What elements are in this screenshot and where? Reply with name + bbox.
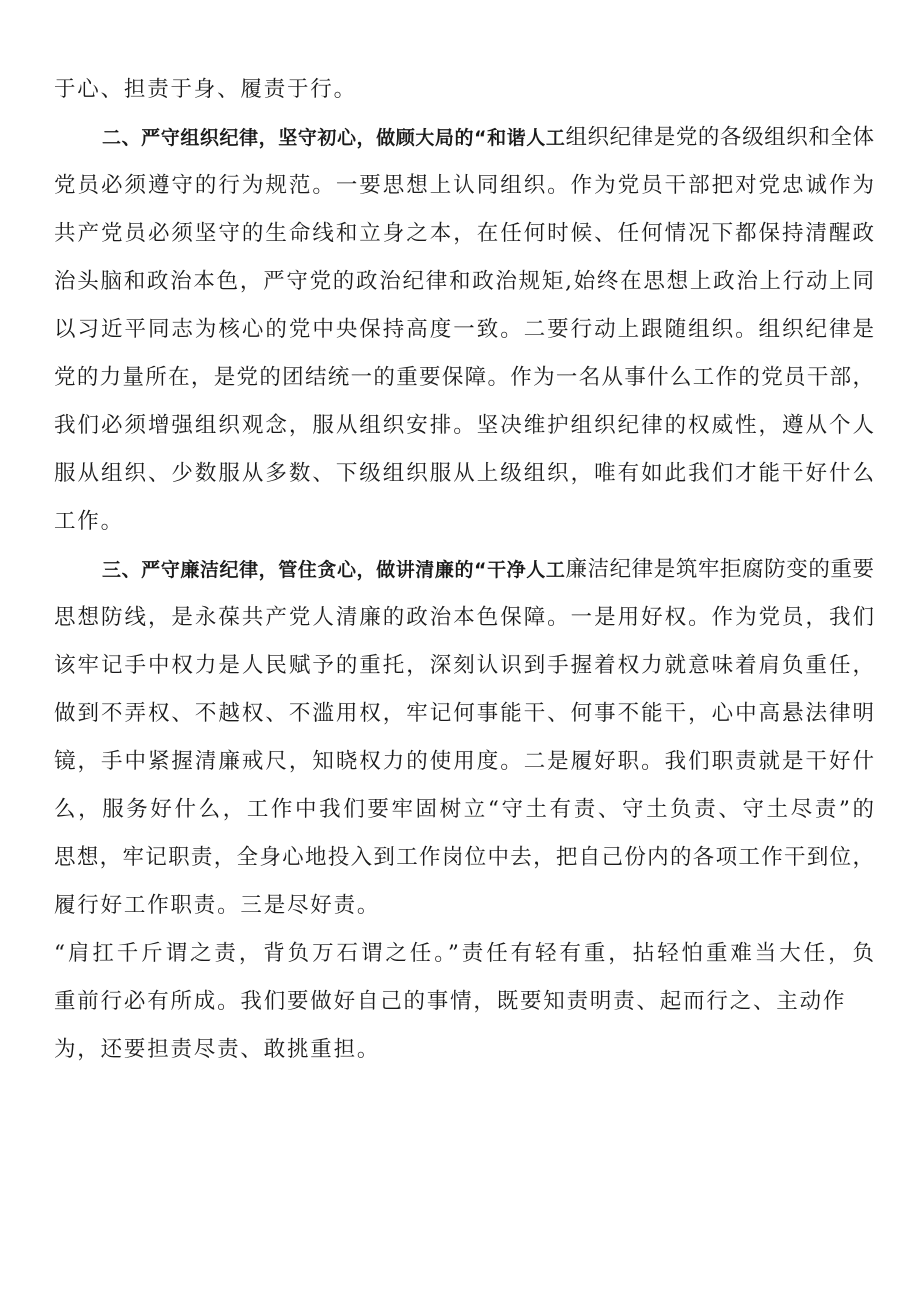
paragraph-line-2: 党员必须遵守的行为规范。一要思想上认同组织。作为党员干部把对党忠诚作为: [54, 173, 874, 198]
paragraph-line-6: 党的力量所在，是党的团结统一的重要保障。作为一名从事什么工作的党员干部，: [54, 365, 874, 390]
paragraph-line-17: 履行好工作职责。三是尽好责。: [54, 893, 381, 918]
section-2-heading: 二、严守组织纪律，坚守初心，做顾大局的“和谐人工: [102, 127, 566, 149]
paragraph-line-13: 做到不弄权、不越权、不滥用权，牢记何事能干、何事不能干，心中高悬法律明: [54, 701, 874, 726]
paragraph-line-9: 工作。: [54, 509, 124, 534]
section-2-first-line: [102, 123, 874, 153]
paragraph-line-16: 思想，牢记职责，全身心地投入到工作岗位中去，把自己份内的各项工作干到位，: [54, 845, 874, 870]
section-2-lead-text: 组织纪律是党的各级组织和全体: [565, 125, 874, 150]
paragraph-line-4: 治头脑和政治本色，严守党的政治纪律和政治规矩,始终在思想上政治上行动上同: [54, 269, 874, 294]
paragraph-line-19: 重前行必有所成。我们要做好自己的事情，既要知责明责、起而行之、主动作: [54, 989, 847, 1014]
section-3-lead-text: 廉洁纪律是筑牢拒腐防变的重要: [565, 557, 874, 582]
paragraph-line-8: 服从组织、少数服从多数、下级组织服从上级组织，唯有如此我们才能干好什么: [54, 461, 874, 486]
paragraph-line-18: “肩扛千斤谓之责，背负万石谓之任。”责任有轻有重，拈轻怕重难当大任，负: [54, 941, 874, 966]
section-3-first-line: [102, 555, 874, 585]
paragraph-line-20: 为，还要担责尽责、敢挑重担。: [54, 1037, 381, 1062]
paragraph-line-12: 该牢记手中权力是人民赋予的重托，深刻认识到手握着权力就意味着肩负重任，: [54, 653, 874, 678]
section-3-heading: 三、严守廉洁纪律，管住贪心，做讲清廉的“干净人工: [102, 559, 566, 581]
paragraph-line-1: 于心、担责于身、履责于行。: [54, 77, 357, 102]
paragraph-line-14: 镜，手中紧握清廉戒尺，知晓权力的使用度。二是履好职。我们职责就是干好什: [54, 749, 874, 774]
paragraph-line-11: 思想防线，是永葆共产党人清廉的政治本色保障。一是用好权。作为党员，我们: [54, 605, 874, 630]
paragraph-line-15: 么，服务好什么，工作中我们要牢固树立“守土有责、守土负责、守土尽责”的: [54, 797, 874, 822]
paragraph-line-3: 共产党员必须坚守的生命线和立身之本，在任何时候、任何情况下都保持清醒政: [54, 221, 874, 246]
paragraph-line-5: 以习近平同志为核心的党中央保持高度一致。二要行动上跟随组织。组织纪律是: [54, 317, 874, 342]
paragraph-line-7: 我们必须增强组织观念，服从组织安排。坚决维护组织纪律的权威性，遵从个人: [54, 413, 874, 438]
